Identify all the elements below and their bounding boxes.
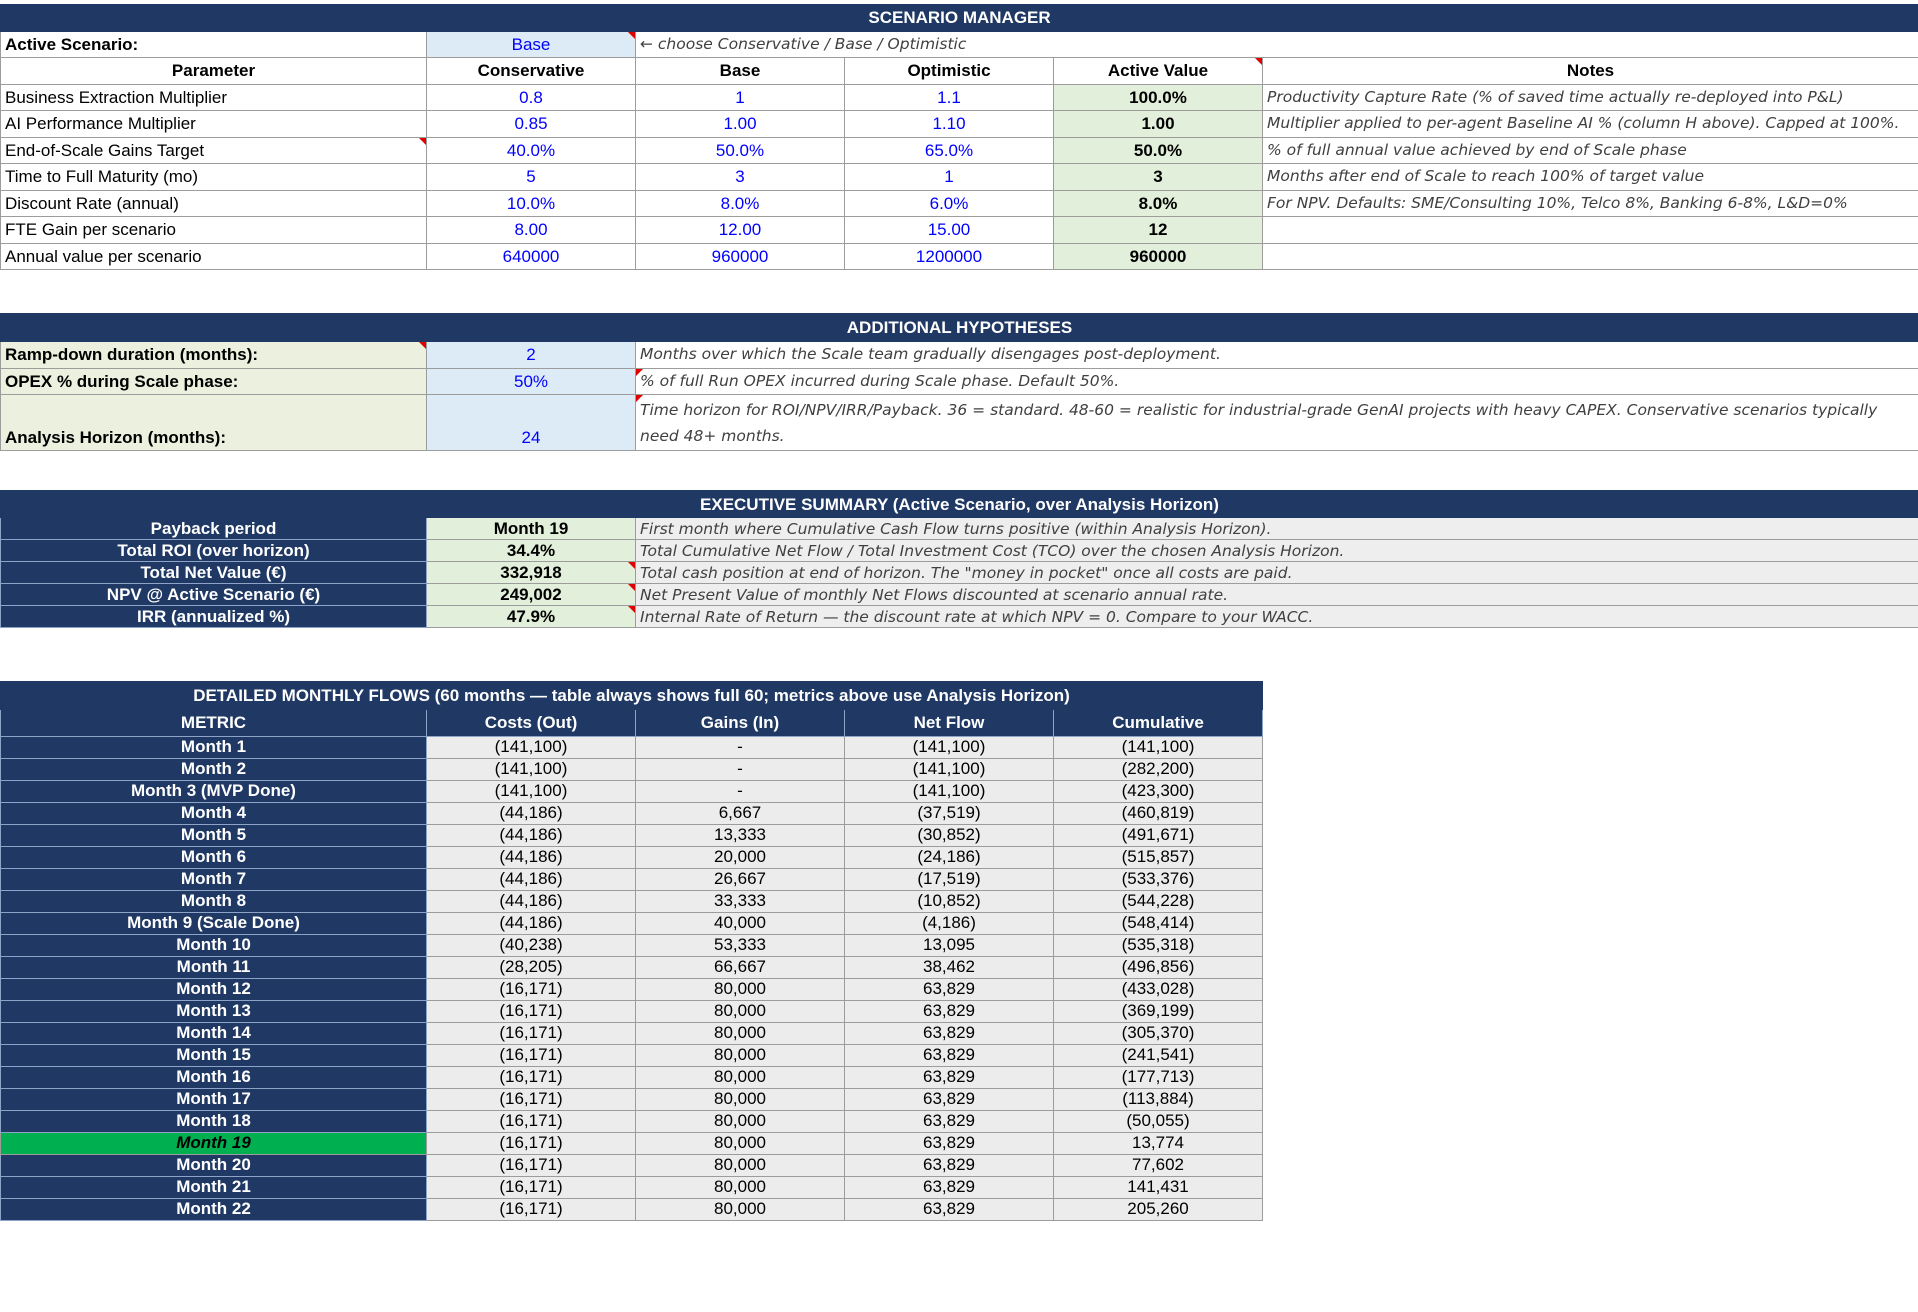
monthly-cumulative: (533,376) — [1054, 868, 1263, 890]
monthly-metric: Month 19 — [1, 1132, 427, 1154]
col-header-optimistic: Optimistic — [845, 58, 1054, 85]
table-row — [1, 956, 1263, 978]
monthly-gains: 80,000 — [636, 1154, 845, 1176]
monthly-metric: Month 3 (MVP Done) — [1, 780, 427, 802]
monthly-gains: 80,000 — [636, 1066, 845, 1088]
monthly-metric: Month 18 — [1, 1110, 427, 1132]
monthly-gains: 80,000 — [636, 1176, 845, 1198]
param-conservative-input[interactable]: 8.00 — [427, 217, 636, 244]
param-active-value: 50.0% — [1054, 137, 1263, 164]
monthly-net-flow: 63,829 — [845, 1198, 1054, 1220]
analysis-horizon-note — [636, 395, 1918, 451]
ramp-down-label: Ramp-down duration (months): — [1, 342, 427, 369]
monthly-costs: (16,171) — [427, 1110, 636, 1132]
table-row — [1, 1198, 1263, 1220]
monthly-costs: (141,100) — [427, 758, 636, 780]
monthly-metric: Month 14 — [1, 1022, 427, 1044]
monthly-gains: 26,667 — [636, 868, 845, 890]
monthly-net-flow: 63,829 — [845, 1000, 1054, 1022]
monthly-costs: (40,238) — [427, 934, 636, 956]
param-base-input[interactable]: 1 — [636, 84, 845, 111]
param-optimistic-input[interactable]: 1.1 — [845, 84, 1054, 111]
table-row — [1, 890, 1263, 912]
table-row — [1, 736, 1263, 758]
monthly-costs: (16,171) — [427, 1000, 636, 1022]
monthly-metric: Month 5 — [1, 824, 427, 846]
param-active-value: 100.0% — [1054, 84, 1263, 111]
opex-scale-label: OPEX % during Scale phase: — [1, 368, 427, 395]
param-conservative-input[interactable]: 0.8 — [427, 84, 636, 111]
table-row — [1, 1132, 1263, 1154]
monthly-costs: (44,186) — [427, 846, 636, 868]
opex-scale-note: % of full Run OPEX incurred during Scale phase. Default 50%. — [636, 368, 1918, 395]
monthly-gains: 80,000 — [636, 1088, 845, 1110]
summary-note: Total Cumulative Net Flow / Total Investment Cost (TCO) over the chosen Analysis Horizon. — [636, 540, 1918, 562]
monthly-gains: 20,000 — [636, 846, 845, 868]
summary-row — [1, 606, 1918, 628]
monthly-gains: 6,667 — [636, 802, 845, 824]
param-note: % of full annual value achieved by end of Scale phase — [1263, 137, 1918, 164]
monthly-cumulative: (535,318) — [1054, 934, 1263, 956]
summary-value: 34.4% — [427, 540, 636, 562]
param-conservative-input[interactable]: 5 — [427, 164, 636, 191]
monthly-costs: (44,186) — [427, 890, 636, 912]
monthly-cumulative: (460,819) — [1054, 802, 1263, 824]
table-row — [1, 934, 1263, 956]
param-conservative-input[interactable]: 40.0% — [427, 137, 636, 164]
analysis-horizon-label: Analysis Horizon (months): — [1, 395, 427, 451]
hypotheses-table — [0, 313, 1918, 451]
summary-value: Month 19 — [427, 518, 636, 540]
monthly-metric: Month 22 — [1, 1198, 427, 1220]
executive-summary-title: EXECUTIVE SUMMARY (Active Scenario, over Analysis Horizon) — [1, 491, 1918, 518]
active-scenario-label: Active Scenario: — [1, 31, 427, 58]
monthly-metric: Month 9 (Scale Done) — [1, 912, 427, 934]
param-name: End-of-Scale Gains Target — [1, 137, 427, 164]
monthly-net-flow: 63,829 — [845, 1044, 1054, 1066]
table-row — [1, 978, 1263, 1000]
monthly-cumulative: (423,300) — [1054, 780, 1263, 802]
summary-label: Total Net Value (€) — [1, 562, 427, 584]
summary-label: Total ROI (over horizon) — [1, 540, 427, 562]
summary-row — [1, 562, 1918, 584]
summary-value: 47.9% — [427, 606, 636, 628]
monthly-gains: 80,000 — [636, 1022, 845, 1044]
table-row — [1, 780, 1263, 802]
scenario-manager-table — [0, 4, 1918, 270]
monthly-metric: Month 8 — [1, 890, 427, 912]
summary-value: 249,002 — [427, 584, 636, 606]
param-base-input[interactable]: 8.0% — [636, 190, 845, 217]
table-row — [1, 1088, 1263, 1110]
table-row — [1, 824, 1263, 846]
table-row — [1, 846, 1263, 868]
monthly-gains: 80,000 — [636, 1000, 845, 1022]
param-conservative-input[interactable]: 10.0% — [427, 190, 636, 217]
monthly-cumulative: (548,414) — [1054, 912, 1263, 934]
scenario-param-row — [1, 164, 1918, 191]
monthly-col-metric: METRIC — [1, 710, 427, 737]
monthly-costs: (16,171) — [427, 1088, 636, 1110]
param-base-input[interactable]: 1.00 — [636, 111, 845, 138]
monthly-metric: Month 12 — [1, 978, 427, 1000]
summary-row — [1, 540, 1918, 562]
monthly-net-flow: 38,462 — [845, 956, 1054, 978]
summary-label: IRR (annualized %) — [1, 606, 427, 628]
monthly-metric: Month 15 — [1, 1044, 427, 1066]
col-header-conservative: Conservative — [427, 58, 636, 85]
param-base-input[interactable]: 3 — [636, 164, 845, 191]
scenario-param-row — [1, 84, 1918, 111]
param-note: Multiplier applied to per-agent Baseline AI % (column H above). Capped at 100%. — [1263, 111, 1918, 138]
monthly-costs: (16,171) — [427, 1176, 636, 1198]
monthly-costs: (44,186) — [427, 802, 636, 824]
param-note: For NPV. Defaults: SME/Consulting 10%, Telco 8%, Banking 6-8%, L&D=0% — [1263, 190, 1918, 217]
monthly-gains: - — [636, 758, 845, 780]
monthly-flows-title: DETAILED MONTHLY FLOWS (60 months — table always shows full 60; metrics above use Analysis Horizon) — [1, 682, 1263, 710]
param-name: Business Extraction Multiplier — [1, 84, 427, 111]
monthly-net-flow: (4,186) — [845, 912, 1054, 934]
monthly-gains: 33,333 — [636, 890, 845, 912]
param-optimistic-input[interactable]: 1200000 — [845, 243, 1054, 270]
table-row — [1, 1066, 1263, 1088]
table-row — [1, 1176, 1263, 1198]
monthly-cumulative: (282,200) — [1054, 758, 1263, 780]
param-active-value: 1.00 — [1054, 111, 1263, 138]
monthly-cumulative: (491,671) — [1054, 824, 1263, 846]
scenario-manager-title: SCENARIO MANAGER — [1, 5, 1918, 32]
param-note — [1263, 243, 1918, 270]
monthly-net-flow: 63,829 — [845, 1132, 1054, 1154]
monthly-cumulative: (141,100) — [1054, 736, 1263, 758]
monthly-net-flow: (141,100) — [845, 780, 1054, 802]
param-base-input[interactable]: 960000 — [636, 243, 845, 270]
param-optimistic-input[interactable]: 65.0% — [845, 137, 1054, 164]
monthly-costs: (16,171) — [427, 978, 636, 1000]
ramp-down-input[interactable]: 2 — [427, 342, 636, 369]
monthly-net-flow: 63,829 — [845, 1088, 1054, 1110]
monthly-cumulative: (515,857) — [1054, 846, 1263, 868]
monthly-gains: 80,000 — [636, 1110, 845, 1132]
col-header-active-value: Active Value — [1054, 58, 1263, 85]
monthly-col-gains: Gains (In) — [636, 710, 845, 737]
param-name: Discount Rate (annual) — [1, 190, 427, 217]
monthly-net-flow: 63,829 — [845, 1022, 1054, 1044]
col-header-parameter: Parameter — [1, 58, 427, 85]
hypotheses-title: ADDITIONAL HYPOTHESES — [1, 314, 1918, 342]
table-row — [1, 1022, 1263, 1044]
monthly-cumulative: 13,774 — [1054, 1132, 1263, 1154]
monthly-metric: Month 11 — [1, 956, 427, 978]
param-conservative-input[interactable]: 0.85 — [427, 111, 636, 138]
param-active-value: 12 — [1054, 217, 1263, 244]
param-optimistic-input[interactable]: 6.0% — [845, 190, 1054, 217]
monthly-net-flow: 13,095 — [845, 934, 1054, 956]
summary-value: 332,918 — [427, 562, 636, 584]
monthly-gains: 40,000 — [636, 912, 845, 934]
table-row — [1, 1044, 1263, 1066]
monthly-cumulative: 77,602 — [1054, 1154, 1263, 1176]
param-active-value: 8.0% — [1054, 190, 1263, 217]
monthly-net-flow: 63,829 — [845, 1176, 1054, 1198]
monthly-costs: (141,100) — [427, 780, 636, 802]
monthly-costs: (16,171) — [427, 1022, 636, 1044]
monthly-metric: Month 16 — [1, 1066, 427, 1088]
param-active-value: 960000 — [1054, 243, 1263, 270]
analysis-horizon-note-line1: Time horizon for ROI/NPV/IRR/Payback. 36 = standard. 48-60 = realistic for industrial-grade GenAI projects with heavy CAPEX. Conservative scenarios typically — [640, 400, 1878, 419]
monthly-metric: Month 1 — [1, 736, 427, 758]
param-note: Productivity Capture Rate (% of saved time actually re-deployed into P&L) — [1263, 84, 1918, 111]
table-row — [1, 912, 1263, 934]
ramp-down-note: Months over which the Scale team gradually disengages post-deployment. — [636, 342, 1918, 369]
monthly-net-flow: (10,852) — [845, 890, 1054, 912]
scenario-param-row — [1, 137, 1918, 164]
monthly-cumulative: (241,541) — [1054, 1044, 1263, 1066]
param-name: Annual value per scenario — [1, 243, 427, 270]
param-name: Time to Full Maturity (mo) — [1, 164, 427, 191]
executive-summary-table — [0, 490, 1918, 628]
table-row — [1, 868, 1263, 890]
monthly-costs: (16,171) — [427, 1154, 636, 1176]
monthly-metric: Month 10 — [1, 934, 427, 956]
param-note — [1263, 217, 1918, 244]
monthly-gains: 80,000 — [636, 978, 845, 1000]
scenario-param-row — [1, 243, 1918, 270]
monthly-cumulative: (177,713) — [1054, 1066, 1263, 1088]
monthly-metric: Month 2 — [1, 758, 427, 780]
param-name: FTE Gain per scenario — [1, 217, 427, 244]
summary-label: Payback period — [1, 518, 427, 540]
monthly-gains: 80,000 — [636, 1044, 845, 1066]
monthly-cumulative: 205,260 — [1054, 1198, 1263, 1220]
monthly-metric: Month 6 — [1, 846, 427, 868]
monthly-net-flow: 63,829 — [845, 1066, 1054, 1088]
monthly-costs: (16,171) — [427, 1132, 636, 1154]
summary-note: Net Present Value of monthly Net Flows discounted at scenario annual rate. — [636, 584, 1918, 606]
monthly-gains: 80,000 — [636, 1132, 845, 1154]
monthly-metric: Month 7 — [1, 868, 427, 890]
opex-scale-input[interactable]: 50% — [427, 368, 636, 395]
monthly-cumulative: (50,055) — [1054, 1110, 1263, 1132]
summary-note: First month where Cumulative Cash Flow turns positive (within Analysis Horizon). — [636, 518, 1918, 540]
monthly-costs: (16,171) — [427, 1044, 636, 1066]
active-scenario-hint: ← choose Conservative / Base / Optimistic — [636, 31, 1918, 58]
monthly-metric: Month 17 — [1, 1088, 427, 1110]
param-optimistic-input[interactable]: 15.00 — [845, 217, 1054, 244]
monthly-costs: (28,205) — [427, 956, 636, 978]
summary-row — [1, 518, 1918, 540]
param-base-input[interactable]: 12.00 — [636, 217, 845, 244]
monthly-net-flow: (141,100) — [845, 758, 1054, 780]
monthly-costs: (44,186) — [427, 824, 636, 846]
monthly-col-cumulative: Cumulative — [1054, 710, 1263, 737]
scenario-param-row — [1, 217, 1918, 244]
monthly-costs: (44,186) — [427, 868, 636, 890]
monthly-net-flow: 63,829 — [845, 978, 1054, 1000]
monthly-net-flow: 63,829 — [845, 1110, 1054, 1132]
table-row — [1, 802, 1263, 824]
monthly-cumulative: (433,028) — [1054, 978, 1263, 1000]
scenario-param-row — [1, 111, 1918, 138]
active-scenario-select[interactable]: Base — [427, 31, 636, 58]
monthly-gains: - — [636, 736, 845, 758]
param-optimistic-input[interactable]: 1 — [845, 164, 1054, 191]
monthly-net-flow: (141,100) — [845, 736, 1054, 758]
col-header-notes: Notes — [1263, 58, 1918, 85]
monthly-net-flow: (17,519) — [845, 868, 1054, 890]
monthly-metric: Month 20 — [1, 1154, 427, 1176]
monthly-cumulative: (496,856) — [1054, 956, 1263, 978]
monthly-net-flow: (24,186) — [845, 846, 1054, 868]
param-note: Months after end of Scale to reach 100% of target value — [1263, 164, 1918, 191]
table-row — [1, 1110, 1263, 1132]
monthly-gains: 53,333 — [636, 934, 845, 956]
monthly-metric: Month 21 — [1, 1176, 427, 1198]
monthly-costs: (16,171) — [427, 1198, 636, 1220]
monthly-cumulative: (113,884) — [1054, 1088, 1263, 1110]
scenario-param-row — [1, 190, 1918, 217]
summary-note: Total cash position at end of horizon. The "money in pocket" once all costs are paid. — [636, 562, 1918, 584]
monthly-cumulative: 141,431 — [1054, 1176, 1263, 1198]
monthly-cumulative: (369,199) — [1054, 1000, 1263, 1022]
monthly-cumulative: (305,370) — [1054, 1022, 1263, 1044]
monthly-col-costs: Costs (Out) — [427, 710, 636, 737]
analysis-horizon-note-line2: need 48+ months. — [640, 426, 785, 445]
monthly-flows-table — [0, 681, 1263, 1221]
table-row — [1, 1154, 1263, 1176]
monthly-gains: 80,000 — [636, 1198, 845, 1220]
monthly-net-flow: (30,852) — [845, 824, 1054, 846]
param-base-input[interactable]: 50.0% — [636, 137, 845, 164]
monthly-gains: - — [636, 780, 845, 802]
monthly-costs: (141,100) — [427, 736, 636, 758]
monthly-gains: 13,333 — [636, 824, 845, 846]
param-name: AI Performance Multiplier — [1, 111, 427, 138]
summary-label: NPV @ Active Scenario (€) — [1, 584, 427, 606]
analysis-horizon-input[interactable]: 24 — [427, 395, 636, 451]
monthly-gains: 66,667 — [636, 956, 845, 978]
monthly-costs: (44,186) — [427, 912, 636, 934]
param-optimistic-input[interactable]: 1.10 — [845, 111, 1054, 138]
summary-note: Internal Rate of Return — the discount rate at which NPV = 0. Compare to your WACC. — [636, 606, 1918, 628]
monthly-cumulative: (544,228) — [1054, 890, 1263, 912]
param-conservative-input[interactable]: 640000 — [427, 243, 636, 270]
monthly-net-flow: 63,829 — [845, 1154, 1054, 1176]
table-row — [1, 1000, 1263, 1022]
table-row — [1, 758, 1263, 780]
monthly-net-flow: (37,519) — [845, 802, 1054, 824]
param-active-value: 3 — [1054, 164, 1263, 191]
summary-row — [1, 584, 1918, 606]
monthly-metric: Month 13 — [1, 1000, 427, 1022]
monthly-costs: (16,171) — [427, 1066, 636, 1088]
monthly-col-net-flow: Net Flow — [845, 710, 1054, 737]
col-header-base: Base — [636, 58, 845, 85]
monthly-metric: Month 4 — [1, 802, 427, 824]
